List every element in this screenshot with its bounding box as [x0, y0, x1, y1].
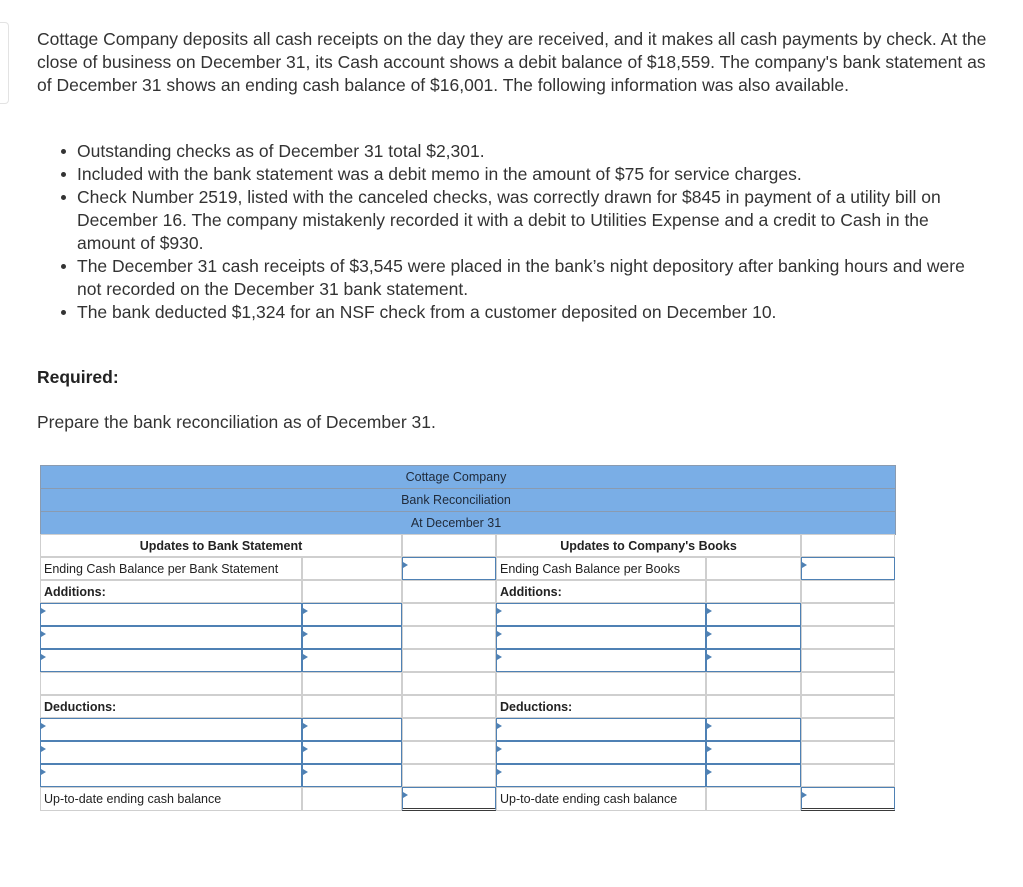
- book-deduction-amount-input[interactable]: [706, 718, 801, 741]
- book-side-heading: Updates to Company's Books: [496, 534, 801, 557]
- book-addition-amount-input[interactable]: [706, 649, 801, 672]
- book-deduction-desc-input[interactable]: [496, 718, 706, 741]
- bank-side-heading: Updates to Bank Statement: [40, 534, 402, 557]
- book-addition-desc-input[interactable]: [496, 603, 706, 626]
- bank-addition-amount-input[interactable]: [302, 603, 402, 626]
- book-blank-cell: [801, 626, 895, 649]
- bank-blank-cell: [302, 557, 402, 580]
- bank-additions-label: Additions:: [40, 580, 302, 603]
- bank-blank-cell: [402, 534, 496, 557]
- book-blank-cell: [496, 672, 706, 695]
- fact-item: The bank deducted $1,324 for an NSF check from a customer deposited on December 10.: [77, 301, 977, 324]
- bank-blank-cell: [402, 649, 496, 672]
- bank-blank-cell: [302, 695, 402, 718]
- bank-deduction-desc-input[interactable]: [40, 718, 302, 741]
- fact-item: Check Number 2519, listed with the canceled checks, was correctly drawn for $845 in payment of a utility bill on December 16. The company mistakenly recorded it with a debit to Utilities Expense and a credit to Cash in the amount of $930.: [77, 186, 977, 255]
- book-blank-cell: [801, 603, 895, 626]
- bank-deduction-desc-input[interactable]: [40, 764, 302, 787]
- task-instruction: Prepare the bank reconciliation as of December 31.: [37, 412, 436, 432]
- book-addition-amount-input[interactable]: [706, 626, 801, 649]
- book-blank-cell: [801, 580, 895, 603]
- book-blank-cell: [801, 534, 895, 557]
- bank-blank-cell: [302, 580, 402, 603]
- book-total-label: Up-to-date ending cash balance: [496, 787, 706, 811]
- bank-blank-cell: [402, 741, 496, 764]
- bank-start-amount-input[interactable]: [402, 557, 496, 580]
- book-additions-label: Additions:: [496, 580, 706, 603]
- bank-addition-desc-input[interactable]: [40, 603, 302, 626]
- bank-blank-cell: [402, 718, 496, 741]
- book-total-amount-input[interactable]: [801, 787, 895, 811]
- bank-addition-desc-input[interactable]: [40, 649, 302, 672]
- bank-start-label: Ending Cash Balance per Bank Statement: [40, 557, 302, 580]
- book-deduction-amount-input[interactable]: [706, 741, 801, 764]
- book-addition-desc-input[interactable]: [496, 649, 706, 672]
- bank-blank-cell: [402, 626, 496, 649]
- book-blank-cell: [706, 672, 801, 695]
- bank-blank-cell: [402, 603, 496, 626]
- bank-blank-cell: [402, 580, 496, 603]
- book-deductions-label: Deductions:: [496, 695, 706, 718]
- book-deduction-desc-input[interactable]: [496, 764, 706, 787]
- table-date-header: [40, 511, 896, 535]
- table-title: Bank Reconciliation: [401, 493, 511, 507]
- company-name: Cottage Company: [405, 470, 507, 484]
- problem-intro: Cottage Company deposits all cash receipts on the day they are received, and it makes all cash payments by check. At the close of business on December 31, its Cash account shows a debit balance of $18,559. The company's bank statement as of December 31 shows an ending cash balance of $16,001. The following information was also available.: [37, 29, 987, 95]
- bank-total-label: Up-to-date ending cash balance: [40, 787, 302, 811]
- fact-item: Included with the bank statement was a debit memo in the amount of $75 for service charges.: [77, 163, 977, 186]
- facts-list: [77, 140, 977, 324]
- book-deduction-amount-input[interactable]: [706, 764, 801, 787]
- fact-item: The December 31 cash receipts of $3,545 were placed in the bank’s night depository after banking hours and were not recorded on the December 31 bank statement.: [77, 255, 977, 301]
- book-start-label: Ending Cash Balance per Books: [496, 557, 706, 580]
- book-blank-cell: [706, 557, 801, 580]
- book-blank-cell: [706, 580, 801, 603]
- book-blank-cell: [801, 764, 895, 787]
- book-blank-cell: [801, 741, 895, 764]
- book-addition-desc-input[interactable]: [496, 626, 706, 649]
- book-blank-cell: [801, 695, 895, 718]
- bank-blank-cell: [302, 787, 402, 811]
- bank-total-amount-input[interactable]: [402, 787, 496, 811]
- book-addition-amount-input[interactable]: [706, 603, 801, 626]
- book-start-amount-input[interactable]: [801, 557, 895, 580]
- bank-blank-cell: [402, 764, 496, 787]
- bank-addition-amount-input[interactable]: [302, 649, 402, 672]
- table-date: At December 31: [410, 516, 502, 530]
- book-deduction-desc-input[interactable]: [496, 741, 706, 764]
- bank-deduction-amount-input[interactable]: [302, 764, 402, 787]
- book-blank-cell: [801, 718, 895, 741]
- book-blank-cell: [801, 649, 895, 672]
- book-blank-cell: [801, 672, 895, 695]
- panel-edge: [0, 22, 9, 104]
- book-blank-cell: [706, 787, 801, 811]
- table-title-header: [40, 488, 896, 512]
- bank-deductions-label: Deductions:: [40, 695, 302, 718]
- required-heading: Required:: [37, 367, 119, 387]
- bank-blank-cell: [402, 695, 496, 718]
- bank-deduction-amount-input[interactable]: [302, 718, 402, 741]
- bank-blank-cell: [302, 672, 402, 695]
- bank-addition-amount-input[interactable]: [302, 626, 402, 649]
- book-blank-cell: [706, 695, 801, 718]
- table-company-header: [40, 465, 896, 489]
- bank-blank-cell: [402, 672, 496, 695]
- bank-reconciliation-table: [40, 465, 896, 811]
- bank-deduction-amount-input[interactable]: [302, 741, 402, 764]
- fact-item: Outstanding checks as of December 31 total $2,301.: [77, 140, 977, 163]
- bank-addition-desc-input[interactable]: [40, 626, 302, 649]
- bank-deduction-desc-input[interactable]: [40, 741, 302, 764]
- bank-blank-cell: [40, 672, 302, 695]
